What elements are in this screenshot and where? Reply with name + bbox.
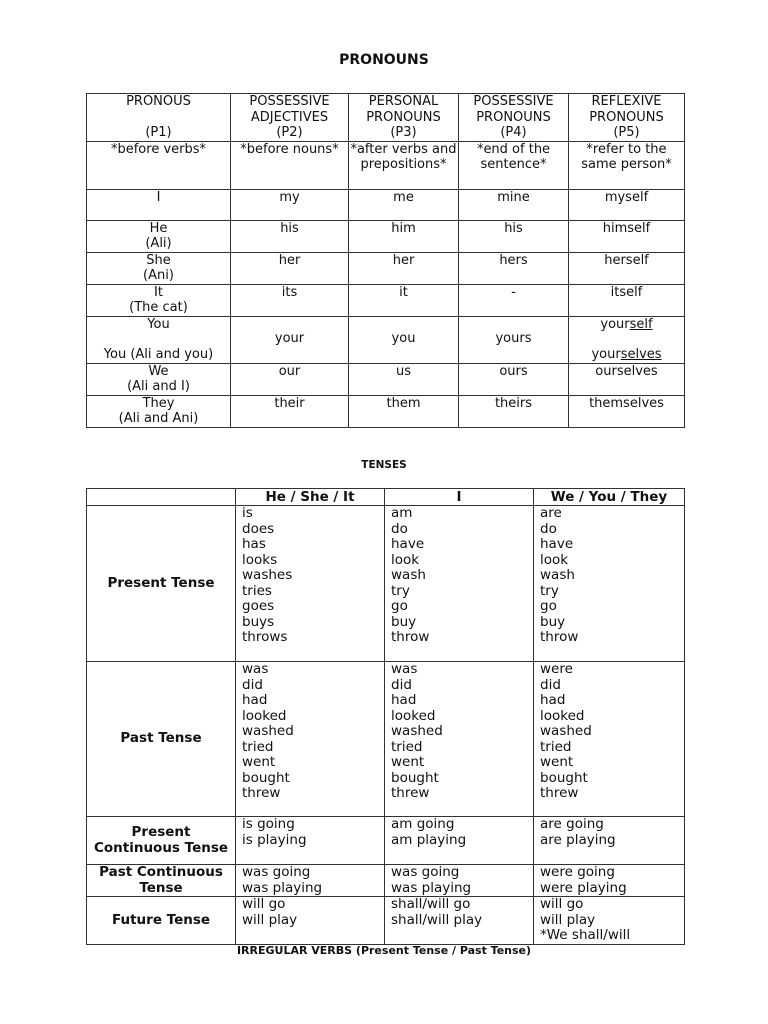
verb-form: do	[540, 520, 557, 537]
verb-form: was playing	[242, 879, 323, 896]
subject-cell	[87, 189, 231, 220]
subject-example: (Ali)	[145, 236, 172, 251]
verb-form: try	[540, 582, 559, 599]
verb-form: try	[391, 582, 410, 599]
tenses-table	[86, 488, 685, 945]
verb-form: bought	[242, 769, 290, 786]
header-code: (P1)	[145, 124, 172, 140]
header-name: PRONOUS	[126, 94, 191, 109]
verb-form: wash	[540, 567, 575, 583]
verb-form: *We shall/will	[540, 927, 631, 943]
subject: She	[146, 252, 171, 268]
verb-form: bought	[540, 769, 588, 786]
tense-label: Future Tense	[87, 897, 236, 945]
pronoun-row	[87, 395, 685, 427]
usage-note: *after verbs and prepositions*	[349, 141, 459, 189]
pronoun-row	[87, 284, 685, 316]
verb-form: buy	[540, 613, 566, 630]
p2-cell: her	[231, 252, 349, 284]
header-cell	[231, 94, 349, 142]
pronoun-row	[87, 220, 685, 252]
p2-cell	[231, 316, 349, 363]
p3-cell: him	[349, 220, 459, 252]
tense-label: Past Continuous Tense	[87, 865, 236, 897]
verb-form: is	[242, 505, 253, 521]
verb-form: was going	[391, 864, 460, 880]
header-code: (P3)	[390, 125, 417, 140]
irregular-verbs-heading: IRREGULAR VERBS (Present Tense / Past Tense)	[236, 944, 532, 957]
tenses-title: TENSES	[361, 459, 407, 471]
verb-form: shall/will play	[391, 911, 483, 928]
p2-value: your	[274, 330, 305, 346]
verb-form: tried	[391, 738, 423, 755]
pronouns-header-row	[87, 94, 685, 142]
pronoun-row	[87, 189, 685, 220]
verb-form: was going	[242, 864, 311, 880]
tenses-header-i: I	[385, 489, 534, 506]
p5-cell: herself	[569, 252, 685, 284]
header-cell	[349, 94, 459, 142]
header-cell	[459, 94, 569, 142]
verb-form: are going	[540, 816, 604, 832]
subject-example: You (Ali and you)	[103, 347, 214, 362]
p4-cell: theirs	[459, 395, 569, 427]
verb-form: did	[540, 676, 561, 693]
header-code: (P4)	[500, 125, 527, 140]
verb-forms-i	[385, 662, 534, 817]
header-code: (P5)	[613, 125, 640, 140]
tenses-header-blank	[87, 489, 236, 506]
verb-form: was playing	[391, 879, 472, 896]
p2-cell: their	[231, 395, 349, 427]
verb-form: went	[391, 754, 425, 770]
subject-cell	[87, 316, 231, 363]
verb-form: does	[242, 520, 275, 537]
p2-cell: my	[231, 189, 349, 220]
verb-form: is playing	[242, 831, 307, 848]
verb-form: tries	[242, 582, 272, 599]
verb-form: were	[540, 661, 573, 677]
reflexive-suffix: selves	[620, 347, 662, 362]
verb-form: buys	[242, 613, 275, 630]
verb-form: were going	[540, 864, 615, 880]
subject-cell	[87, 284, 231, 316]
subject-cell	[87, 252, 231, 284]
tenses-header-we-you-they: We / You / They	[534, 489, 685, 506]
verb-form: has	[242, 536, 266, 552]
verb-form: did	[391, 676, 412, 693]
verb-forms-he	[236, 865, 385, 897]
verb-form: was	[242, 661, 269, 677]
verb-forms-we	[534, 817, 685, 865]
pronouns-usage-row	[87, 141, 685, 189]
pronouns-table	[86, 93, 685, 428]
page-title: PRONOUNS	[339, 52, 429, 68]
tense-row	[87, 897, 685, 945]
verb-form: was	[391, 661, 418, 677]
verb-form: go	[540, 598, 557, 614]
verb-form: will play	[540, 911, 596, 928]
verb-form: tried	[242, 738, 274, 755]
verb-form: had	[540, 692, 566, 708]
verb-form: throw	[391, 629, 430, 645]
verb-form: washes	[242, 567, 293, 583]
verb-form: washed	[391, 723, 443, 739]
tense-label: Present Continuous Tense	[87, 817, 236, 865]
usage-note: *before verbs*	[87, 141, 231, 189]
verb-form: goes	[242, 598, 275, 614]
verb-form: throw	[540, 629, 579, 645]
tense-label: Present Tense	[87, 506, 236, 662]
usage-note: *before nouns*	[231, 141, 349, 189]
p5-cell	[569, 316, 685, 363]
verb-forms-we	[534, 897, 685, 945]
tenses-header-he-she-it: He / She / It	[236, 489, 385, 506]
verb-form: had	[391, 692, 417, 708]
header-name: POSSESSIVE ADJECTIVES	[249, 94, 330, 125]
verb-forms-he	[236, 662, 385, 817]
verb-form: go	[391, 598, 408, 614]
verb-form: buy	[391, 613, 417, 630]
reflexive-singular	[569, 317, 684, 333]
verb-forms-he	[236, 817, 385, 865]
reflexive-plural	[569, 347, 684, 363]
header-code: (P2)	[276, 125, 303, 140]
tense-row	[87, 865, 685, 897]
tense-label: Past Tense	[87, 662, 236, 817]
verb-form: had	[242, 692, 268, 708]
header-name: PERSONAL PRONOUNS	[366, 94, 441, 125]
verb-forms-we	[534, 506, 685, 662]
p3-cell: them	[349, 395, 459, 427]
p4-cell: -	[459, 284, 569, 316]
verb-form: looked	[391, 707, 436, 724]
verb-form: washed	[540, 723, 592, 739]
subject-example: (Ali and I)	[127, 379, 190, 394]
verb-form: look	[540, 551, 569, 568]
usage-note: *refer to the same person*	[569, 141, 685, 189]
verb-form: looks	[242, 551, 278, 568]
p3-cell: us	[349, 363, 459, 395]
reflexive-base: your	[591, 347, 621, 362]
p4-cell	[459, 316, 569, 363]
subject: It	[154, 284, 163, 300]
verb-form: throws	[242, 629, 288, 645]
verb-forms-i	[385, 817, 534, 865]
header-cell	[87, 94, 231, 142]
verb-form: went	[242, 754, 276, 770]
p2-cell: his	[231, 220, 349, 252]
subject-cell	[87, 363, 231, 395]
verb-form: do	[391, 520, 408, 537]
subject: You	[147, 316, 170, 332]
subject: He	[149, 220, 168, 236]
verb-forms-i	[385, 506, 534, 662]
subject: I	[156, 189, 161, 205]
verb-form: have	[540, 536, 574, 552]
verb-forms-he	[236, 506, 385, 662]
p4-cell: ours	[459, 363, 569, 395]
p5-cell: ourselves	[569, 363, 685, 395]
p2-cell: its	[231, 284, 349, 316]
tense-row	[87, 662, 685, 817]
pronoun-row	[87, 252, 685, 284]
p5-cell: himself	[569, 220, 685, 252]
verb-forms-i	[385, 897, 534, 945]
header-name: POSSESSIVE PRONOUNS	[473, 94, 554, 125]
p4-cell: hers	[459, 252, 569, 284]
verb-form: washed	[242, 723, 294, 739]
verb-form: did	[242, 676, 263, 693]
p3-cell: it	[349, 284, 459, 316]
verb-form: looked	[540, 707, 585, 724]
tense-row	[87, 817, 685, 865]
verb-form: look	[391, 551, 420, 568]
verb-form: will play	[242, 911, 298, 928]
subject-example: (Ali and Ani)	[118, 411, 199, 426]
verb-form: shall/will go	[391, 896, 471, 912]
reflexive-base: your	[600, 316, 630, 332]
p3-cell	[349, 316, 459, 363]
subject: We	[148, 363, 169, 379]
pronoun-row	[87, 316, 685, 363]
verb-form: have	[391, 536, 425, 552]
subject-example: (Ani)	[143, 268, 174, 283]
pronoun-row	[87, 363, 685, 395]
verb-form: will go	[242, 896, 286, 912]
verb-forms-he	[236, 897, 385, 945]
verb-form: wash	[391, 567, 426, 583]
subject: They	[142, 395, 175, 411]
verb-form: are playing	[540, 831, 616, 848]
verb-forms-we	[534, 865, 685, 897]
verb-forms-i	[385, 865, 534, 897]
verb-form: went	[540, 754, 574, 770]
header-name: REFLEXIVE PRONOUNS	[589, 94, 664, 125]
verb-form: am playing	[391, 831, 467, 848]
p5-cell: itself	[569, 284, 685, 316]
verb-form: am	[391, 505, 413, 521]
verb-form: is going	[242, 816, 295, 832]
verb-forms-we	[534, 662, 685, 817]
p5-cell: myself	[569, 189, 685, 220]
p3-value: you	[391, 330, 416, 346]
verb-form: will go	[540, 896, 584, 912]
subject-example: (The cat)	[129, 300, 188, 315]
p5-cell: themselves	[569, 395, 685, 427]
verb-form: threw	[540, 785, 579, 801]
verb-form: are	[540, 505, 562, 521]
verb-form: were playing	[540, 879, 627, 896]
subject-cell	[87, 220, 231, 252]
p4-cell: mine	[459, 189, 569, 220]
verb-form: threw	[391, 785, 430, 801]
verb-form: looked	[242, 707, 287, 724]
p4-value: yours	[495, 330, 532, 346]
verb-form: tried	[540, 738, 572, 755]
p3-cell: her	[349, 252, 459, 284]
verb-form: bought	[391, 769, 439, 786]
subject-cell	[87, 395, 231, 427]
tense-row	[87, 506, 685, 662]
p2-cell: our	[231, 363, 349, 395]
p3-cell: me	[349, 189, 459, 220]
p4-cell: his	[459, 220, 569, 252]
reflexive-suffix: self	[629, 316, 653, 332]
tenses-header-row	[87, 489, 685, 506]
usage-note: *end of the sentence*	[459, 141, 569, 189]
verb-form: am going	[391, 816, 455, 832]
verb-form: threw	[242, 785, 281, 801]
header-cell	[569, 94, 685, 142]
